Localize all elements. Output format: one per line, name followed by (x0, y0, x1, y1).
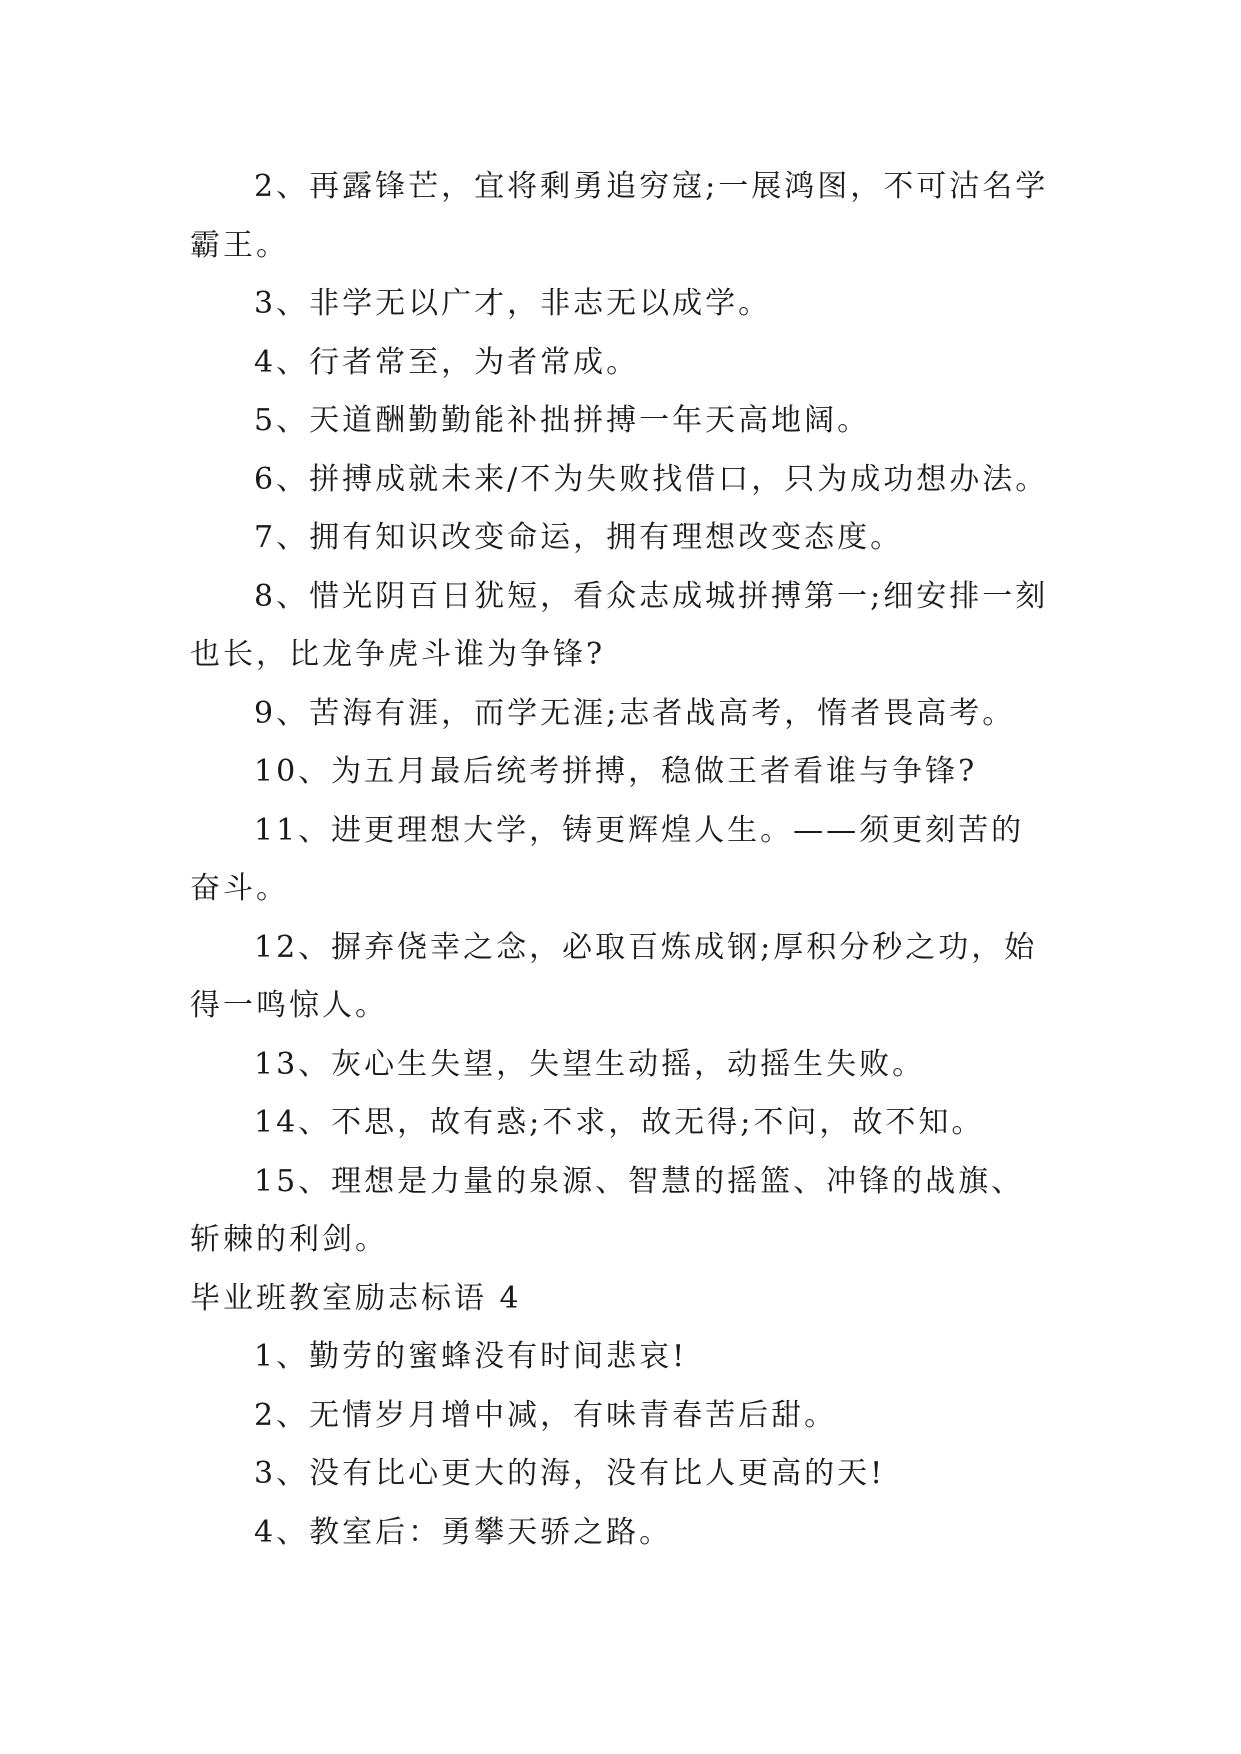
slogan-item: 15、理想是力量的泉源、智慧的摇篮、冲锋的战旗、斩棘的利剑。 (190, 1163, 1025, 1257)
slogan-item: 4、行者常至，为者常成。 (254, 344, 640, 380)
document-body (190, 158, 1052, 1562)
slogan-item: 5、天道酬勤勤能补拙拼搏一年天高地阔。 (254, 403, 871, 438)
slogan-item: 14、不思，故有惑;不求，故无得;不问，故不知。 (254, 1105, 985, 1140)
slogan-item: 2、无情岁月增中减，有味青春苦后甜。 (254, 1397, 838, 1433)
slogan-item: 11、进更理想大学，铸更辉煌人生。——须更刻苦的奋斗。 (190, 812, 1025, 906)
slogan-item: 12、摒弃侥幸之念，必取百炼成钢;厚积分秒之功，始得一鸣惊人。 (190, 929, 1038, 1023)
slogan-item: 1、勤劳的蜜蜂没有时间悲哀! (254, 1339, 688, 1374)
section-heading: 毕业班教室励志标语 4 (190, 1280, 522, 1316)
slogan-item: 3、没有比心更大的海，没有比人更高的天! (254, 1456, 886, 1491)
slogan-item: 6、拼搏成就未来/不为失败找借口，只为成功想办法。 (254, 461, 1049, 497)
slogan-item: 7、拥有知识改变命运，拥有理想改变态度。 (254, 520, 904, 555)
slogan-item: 4、教室后：勇攀天骄之路。 (254, 1514, 673, 1550)
slogan-item: 9、苦海有涯，而学无涯;志者战高考，惰者畏高考。 (254, 695, 1016, 731)
slogan-item: 13、灰心生失望，失望生动摇，动摇生失败。 (254, 1046, 926, 1082)
slogan-item: 2、再露锋芒，宜将剩勇追穷寇;一展鸿图，不可沽名学霸王。 (190, 169, 1049, 263)
slogan-item: 8、惜光阴百日犹短，看众志成城拼搏第一;细安排一刻也长，比龙争虎斗谁为争锋? (190, 578, 1049, 672)
slogan-item: 10、为五月最后统考拼搏，稳做王者看谁与争锋? (254, 754, 978, 789)
slogan-item: 3、非学无以广才，非志无以成学。 (254, 286, 772, 321)
